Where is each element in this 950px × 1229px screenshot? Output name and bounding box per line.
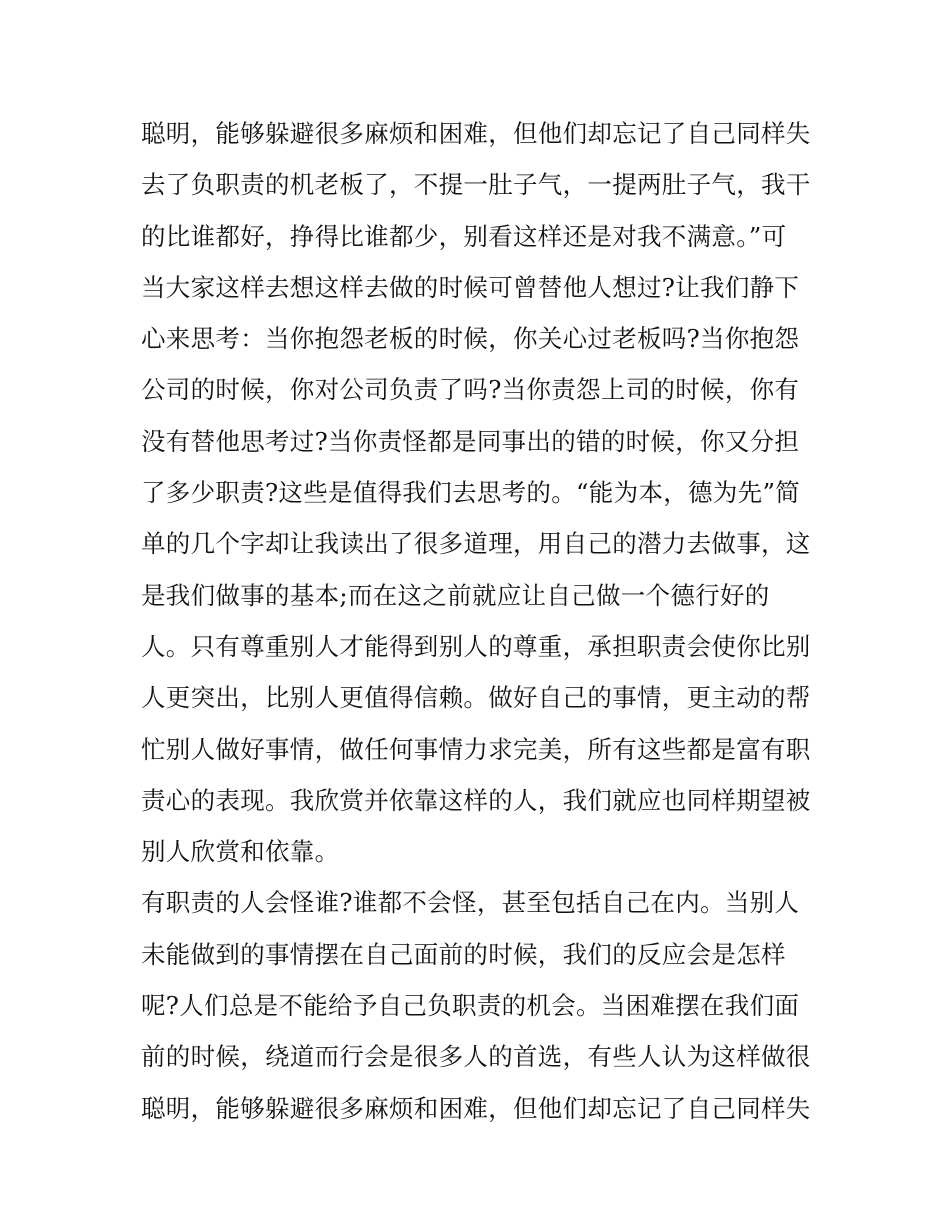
text-line: 公司的时候，你对公司负责了吗?当你责怨上司的时候，你有 bbox=[141, 375, 800, 405]
text-line: 呢?人们总是不能给予自己负职责的机会。当困难摆在我们面 bbox=[141, 991, 800, 1021]
text-line: 人。只有尊重别人才能得到别人的尊重，承担职责会使你比别 bbox=[141, 631, 811, 661]
text-line: 了多少职责?这些是值得我们去思考的。“能为本，德为先”简 bbox=[141, 478, 801, 508]
text-line: 单的几个字却让我读出了很多道理，用自己的潜力去做事，这 bbox=[141, 529, 811, 559]
text-line: 的比谁都好，挣得比谁都少，别看这样还是对我不满意。”可 bbox=[141, 221, 787, 251]
text-line: 心来思考：当你抱怨老板的时候，你关心过老板吗?当你抱怨 bbox=[141, 324, 800, 354]
text-line: 责心的表现。我欣赏并依靠这样的人，我们就应也同样期望被 bbox=[141, 785, 811, 815]
text-line: 聪明，能够躲避很多麻烦和困难，但他们却忘记了自己同样失 bbox=[141, 1093, 811, 1123]
text-line: 没有替他思考过?当你责怪都是同事出的错的时候，你又分担 bbox=[141, 426, 800, 456]
text-line: 有职责的人会怪谁?谁都不会怪，甚至包括自己在内。当别人 bbox=[141, 888, 800, 918]
text-line: 当大家这样去想这样去做的时候可曾替他人想过?让我们静下 bbox=[141, 272, 800, 302]
text-line: 是我们做事的基本;而在这之前就应让自己做一个德行好的 bbox=[141, 580, 770, 610]
text-line: 忙别人做好事情，做任何事情力求完美，所有这些都是富有职 bbox=[141, 734, 811, 764]
text-line: 人更突出，比别人更值得信赖。做好自己的事情，更主动的帮 bbox=[141, 683, 811, 713]
text-line: 未能做到的事情摆在自己面前的时候，我们的反应会是怎样 bbox=[141, 939, 786, 969]
text-line: 去了负职责的机老板了，不提一肚子气，一提两肚子气，我干 bbox=[141, 170, 811, 200]
text-line: 前的时候，绕道而行会是很多人的首选，有些人认为这样做很 bbox=[141, 1042, 811, 1072]
text-line: 聪明，能够躲避很多麻烦和困难，但他们却忘记了自己同样失 bbox=[141, 119, 811, 148]
text-line: 别人欣赏和依靠。 bbox=[141, 837, 340, 867]
body-text bbox=[141, 108, 831, 1134]
